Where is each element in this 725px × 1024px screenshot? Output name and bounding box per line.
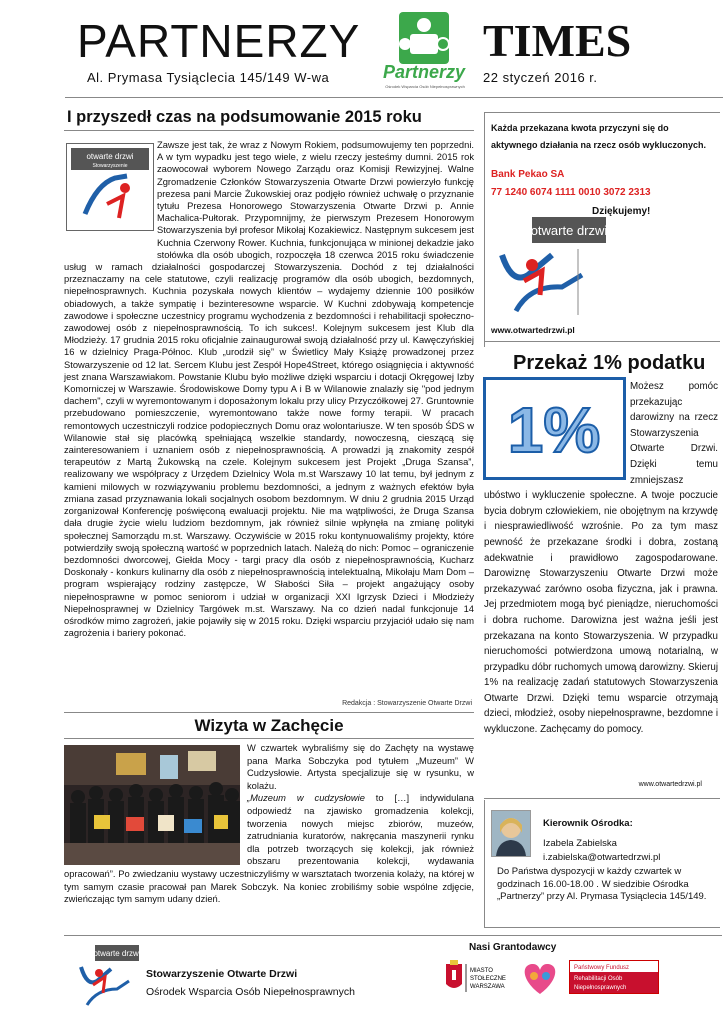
otwarte-drzwi-logo-image	[66, 143, 154, 231]
pfron-line-2: Rehabilitacji Osób	[574, 976, 623, 982]
logo-text: otwarte drzwi	[86, 152, 134, 161]
masthead-title-right: TIMES	[483, 15, 632, 66]
article-credit: Redakcja : Stowarzyszenie Otwarte Drzwi	[342, 700, 472, 707]
warsaw-text-2: STOŁECZNE	[470, 976, 506, 982]
pfron-line-1: Państwowy Fundusz	[574, 965, 630, 971]
pfron-line-3: Niepełnosprawnych	[574, 985, 627, 991]
director-email[interactable]: i.zabielska@otwartedrzwi.pl	[543, 852, 661, 863]
website-link[interactable]: www.otwartedrzwi.pl	[491, 325, 575, 335]
one-percent-graphic	[483, 377, 626, 480]
charity-heart-logo	[517, 958, 563, 998]
masthead-address: Al. Prymasa Tysiąclecia 145/149 W-wa	[87, 70, 330, 85]
grantors-title: Nasi Grantodawcy	[469, 942, 557, 953]
divider	[484, 112, 485, 347]
partnerzy-logo-subtitle: Ośrodek Wsparcia Osób Niepełnosprawnych	[385, 84, 465, 89]
divider	[484, 798, 720, 799]
warsaw-text-3: WARSZAWA	[470, 984, 505, 990]
divider	[484, 112, 720, 113]
group-photo	[64, 745, 240, 865]
divider	[484, 341, 720, 342]
masthead-title-left: PARTNERZY	[77, 15, 361, 67]
divider	[64, 738, 474, 739]
bank-account-number: 77 1240 6074 1111 0010 3072 2313	[491, 187, 651, 198]
footer-otwarte-drzwi-logo	[75, 943, 141, 1009]
otwarte-drzwi-logo	[492, 215, 610, 320]
director-photo	[491, 810, 531, 857]
logo-text: otwarte drzwi	[530, 223, 608, 238]
partnerzy-logo-word: Partnerzy	[382, 62, 466, 82]
article-zacheta-p1: W czwartek wybraliśmy się do Zachęty na wystawę pana Marka Sobczyka pod tytułem „Muzeum” W Cudzysłowie. Artysta specjalizuje się w rysunku, w kolażu.	[247, 743, 474, 791]
footer-org-name: Stowarzyszenie Otwarte Drzwi	[146, 968, 298, 980]
one-percent-link[interactable]: www.otwartedrzwi.pl	[638, 781, 702, 788]
logo-text: otwarte drzwi	[93, 949, 141, 958]
footer-divider	[64, 935, 722, 936]
masthead-date: 22 styczeń 2016 r.	[483, 70, 598, 85]
director-name: Izabela Zabielska	[543, 838, 617, 849]
divider	[64, 130, 474, 131]
article-zacheta-quote-title: „Muzeum w cudzysłowie	[247, 793, 365, 804]
one-percent-title: Przekaż 1% podatku	[513, 352, 706, 374]
warsaw-text-1: MIASTO	[470, 968, 493, 974]
article-summary-text: Zawsze jest tak, że wraz z Nowym Rokiem, podsumowujemy ten poprzedni. A w tym wypadku jest tego wiele, z wielu rzeczy jesteśmy dumni. 2015 rok zaowocował wyborem Nowego Zarządu oraz Komisji Rewizyjnej. Walne Zgromadzenie Członków Stowarzyszenia Otwarte Drzwi powierzyło funkcję prezesa pani Marcie Żukowskiej oraz podjęło również uchwałę o przyznanie tytułu Prezesa Honorowego Stowarzyszenia Otwarte Drzwi p. Annie Machalica-Pułtorak. Przypomnijmy, że pierwszym Prezesem Honorowym Stowarzyszenia był profesor Mikołaj Kozakiewicz. Następnym sukcesem jest Kuchnia Czerwony Rower. Kuchnia, funkcjonująca w minionej dekadzie jako stołówka dla osób ubogich, rozpoczęła 18 czerwca 2015 roku świadczenie usług w ramach działalności gospodarczej Stowarzyszenia. Dochód z tej działalności przeznaczamy na cele statutowe, czyli realizację programów dla osób ubogich, bezdomnych, niepełnosprawnych. Kuchnia pozyskała nowych klientów – wydajemy dziennie 100 posiłków obiadowych, a także sympatię i bezinteresowne wsparcie. W Kuchni zdobywają kompetencje zawodowe i społeczne uczestnicy programu wychodzenia z bezdomności i rehabilitacji społeczno-zawodowej osób z niepełnosprawnością. To ich sukces!. Kolejnym sukcesem jest Klub dla Młodzieży. 17 grudnia 2015 roku oficjalnie zainaugurował swoją działalność przy ul. Kawęczyńskiej 16 w dzielnicy Praga-Północ. Klub „urodził się” w Świetlicy Mały Książę prowadzonej przez Stowarzyszenie od 12 lat. Sercem Klubu jest Zespół Hope4Street, którego osiągnięcia i aktywność jest znana Warszawiakom. Powstanie Klubu było możliwe dzięki wsparciu i dotacji Okręgowej Izby Komorniczej w Warszawie. Środowiskowe Domy typu A i B w Wilanowie znalazły się "pod jednym dachem", czyli w wyremontowanym i doposażonym lokalu przy ulicy Przyczółkowej 27. Gruntownie przebudowano pomieszczenie, wyremontowano także nowe formy terapii. W pracach remontowych uczestniczyli rodzice podopiecznych Domu oraz wolontariusze. W ten sposób ŚDS w Wilanowie stał się placówką spełniającą wszelkie standardy, nowoczesną, cieszącą się zainteresowaniem i uznaniem osób z niepełnosprawnością. A prowadzi ją znakomity zespół terapeutów z Martą Żukowską na czele. Kolejnym sukcesem jest Projekt „Druga Szansa”, realizowany we współpracy z Urzędem Dzielnicy Wola m.st Warszawy 10 lat temu, był jednym z kamieni milowych w rozwiązywaniu problemu bezdomności, a jednym z ważnych efektów była zmiana zasad przyznawania lokali socjalnych osobom bezdomnym. W dniu 2 grudnia 2015 Urząd zorganizował Konferencję poświęconą ewaluacji projektu. Nie ma wątpliwości, że Druga Szansa dała drugie życie wielu ludziom bezdomnym, jak również silnie wpłynęła na zmianę polityki społecznej Samorządu m.st. Warszawy. Oczywiście w 2015 roku kontynuowaliśmy projekty, które potwierdziły swoją społeczną wartość w poprzednich latach. Należą do nich: Pomoc – ograniczenie bezdomności dworcowej, Giełda Mocy - targi pracy dla osób z niepełnosprawnością, Kucharz Doskonały - konkurs kulinarny dla osób z niepełnosprawnością intelektualną, Mikołaju Mam Dom – program wspierający rodziny zastępcze, W Słabości Siła – projekt angażujący osoby niepełnosprawne w pomoc seniorom i udział w organizacji XXI Igrzysk Dzieci i Młodzieży Niepełnosprawnej w Dzielnicy Targówek m.st. Warszawy. Na co dzień nadal funkcjonuje 14 ośrodków mimo zagrożeń, jakie pojawiły się w 2015 roku. Dzięki wsparciu przyjaciół udało się nam zagrożenia i bariery pokonać.	[64, 140, 474, 639]
masthead-divider	[65, 97, 723, 98]
director-hours: Do Państwa dyspozycji w każdy czwartek w godzinach 16.00-18.00 . W siedzibie Ośrodka „Partnerzy” przy Al. Prymasa Tysiąclecia 145/149.	[497, 866, 707, 902]
divider	[64, 712, 474, 713]
donation-text: Każda przekazana kwota przyczyni się do aktywnego działania na rzecz osób wykluczonych.	[491, 123, 707, 150]
director-heading: Kierownik Ośrodka:	[543, 818, 633, 829]
logo-sub: Stowarzyszenie	[92, 163, 128, 169]
thanks-text: Dziękujemy!	[592, 206, 651, 217]
pfron-logo	[569, 960, 659, 994]
article-zacheta-p2: to […] indywidulana odpowiedź na zjawisko gromadzenia kolekcji, tworzenia nowych miejsc zbiorów, muzeów, zatrudniania kuratorów, nakręcania maszynerii rynku dla potrzeb tworzących się kolekcji, jak również obszaru prezentowania kolekcji, wydawania opracowań”. Po zwiedzaniu wystawy uczestniczyliśmy w warsztatach tworzenia kolaży, na której w tym samym czasie pracował pan Marek Sobczyk. Na koniec zrobiliśmy sobie wspólne zdjęcie, zwieńczając tym samym udany dzień.	[64, 793, 474, 905]
warsaw-city-logo	[442, 960, 512, 996]
bank-name: Bank Pekao SA	[491, 169, 565, 180]
article-summary-title: I przyszedł czas na podsumowanie 2015 roku	[67, 108, 422, 126]
article-zacheta-title: Wizyta w Zachęcie	[194, 716, 344, 735]
one-percent-glyph: 1%	[507, 394, 601, 466]
footer-org-subtitle: Ośrodek Wsparcia Osób Niepełnosprawnych	[146, 986, 355, 998]
one-percent-text: Możesz pomóc przekazując darowizny na rzecz Stowarzyszenia Otwarte Drzwi. Dzięki temu zmniejszasz ubóstwo i wykluczenie społeczne. A twoje poczucie bycia dobrym człowiekiem, nie obojętnym na krzywdę i niesprawiedliwość wzrośnie. Po za tym masz pewność że przekazane środki i dobra, zostaną adekwatnie i prawidłowo zagospodarowane. Darowiznę Stowarzyszeniu Otwarte Drzwi może przekazywać zarówno osoba fizyczna, jak i prawna. Jej przedmiotem mogą być pieniądze, nieruchomości i dobra ruchome. Darowizna jest ważna jeśli jest przekazana na konto Stowarzyszenia. W przypadku nieruchomości potwierdzona umową notarialną, w przypadku dóbr ruchomych umową darowizny. Skieruj 1% na realizację zadań statutowych Stowarzyszenia Otwarte Drzwi. Dzięki temu wsparcie otrzymają dzieci, młodzież, osoby niepełnosprawne, bezdomne i wykluczone. Zachęcamy do pomocy.	[484, 381, 718, 736]
